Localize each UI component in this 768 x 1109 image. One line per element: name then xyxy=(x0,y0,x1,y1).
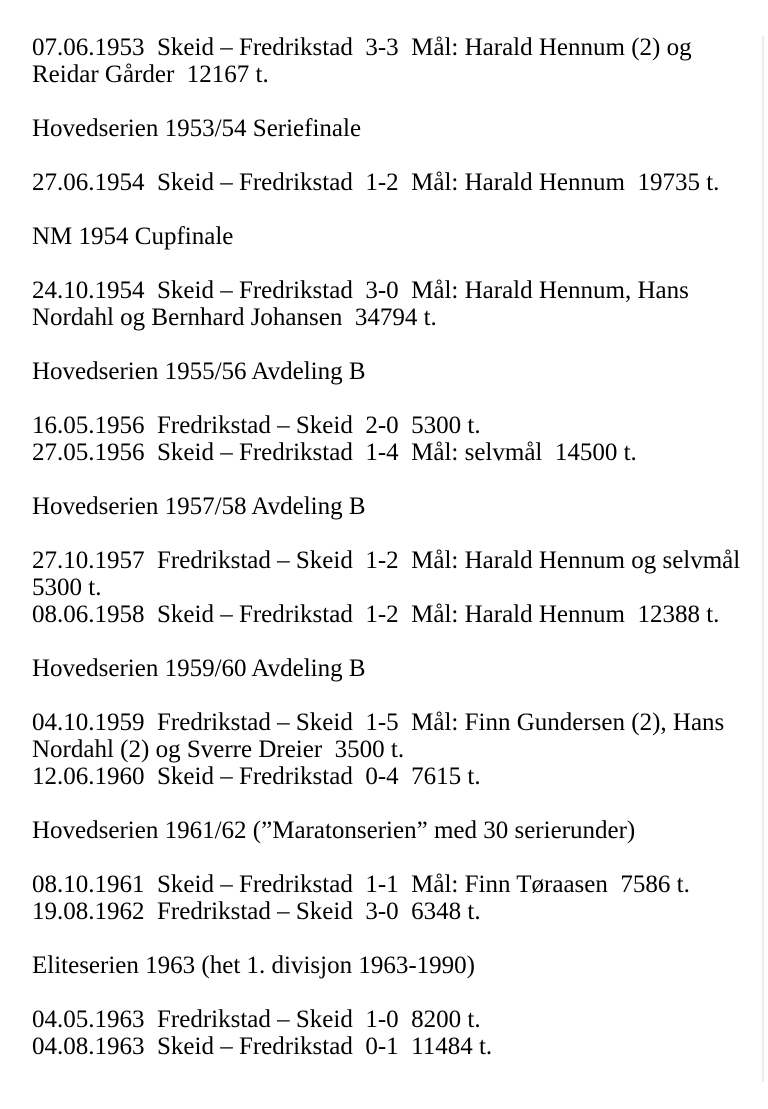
text-line: 24.10.1954 Skeid – Fredrikstad 3-0 Mål: Harald Hennum, Hans xyxy=(32,277,689,304)
text-line: NM 1954 Cupfinale xyxy=(32,223,234,250)
match-results-paragraph xyxy=(32,1006,742,1060)
text-line: Hovedserien 1961/62 (”Maratonserien” med 30 serierunder) xyxy=(32,817,636,844)
text-line: Hovedserien 1955/56 Avdeling B xyxy=(32,358,366,385)
match-results-paragraph xyxy=(32,871,742,925)
match-results-paragraph xyxy=(32,412,742,466)
text-line: 27.05.1956 Skeid – Fredrikstad 1-4 Mål: selvmål 14500 t. xyxy=(32,439,637,466)
text-line: Hovedserien 1957/58 Avdeling B xyxy=(32,493,366,520)
season-heading-paragraph xyxy=(32,358,742,385)
text-line: 04.10.1959 Fredrikstad – Skeid 1-5 Mål: Finn Gundersen (2), Hans xyxy=(32,709,725,736)
season-heading-paragraph xyxy=(32,655,742,682)
text-line: 08.10.1961 Skeid – Fredrikstad 1-1 Mål: Finn Tøraasen 7586 t. xyxy=(32,871,690,898)
season-heading-paragraph xyxy=(32,223,742,250)
season-heading-paragraph xyxy=(32,952,742,979)
document-body xyxy=(32,34,742,1087)
text-line: 19.08.1962 Fredrikstad – Skeid 3-0 6348 t. xyxy=(32,898,481,925)
match-results-paragraph xyxy=(32,277,742,331)
page-right-edge-line xyxy=(762,36,764,1082)
text-line: 08.06.1958 Skeid – Fredrikstad 1-2 Mål: Harald Hennum 12388 t. xyxy=(32,601,720,628)
season-heading-paragraph xyxy=(32,115,742,142)
text-line: 5300 t. xyxy=(32,574,102,601)
text-line: 27.10.1957 Fredrikstad – Skeid 1-2 Mål: Harald Hennum og selvmål xyxy=(32,547,741,574)
text-line: Nordahl og Bernhard Johansen 34794 t. xyxy=(32,304,437,331)
text-line: Hovedserien 1953/54 Seriefinale xyxy=(32,115,362,142)
text-line: 04.05.1963 Fredrikstad – Skeid 1-0 8200 t. xyxy=(32,1006,481,1033)
text-line: 27.06.1954 Skeid – Fredrikstad 1-2 Mål: Harald Hennum 19735 t. xyxy=(32,169,720,196)
season-heading-paragraph xyxy=(32,493,742,520)
season-heading-paragraph xyxy=(32,817,742,844)
text-line: Nordahl (2) og Sverre Dreier 3500 t. xyxy=(32,736,405,763)
text-line: 07.06.1953 Skeid – Fredrikstad 3-3 Mål: Harald Hennum (2) og xyxy=(32,34,692,61)
text-line: 16.05.1956 Fredrikstad – Skeid 2-0 5300 t. xyxy=(32,412,481,439)
text-line: 04.08.1963 Skeid – Fredrikstad 0-1 11484 t. xyxy=(32,1033,493,1060)
match-results-paragraph xyxy=(32,547,742,628)
text-line: Reidar Gårder 12167 t. xyxy=(32,61,269,88)
text-line: Hovedserien 1959/60 Avdeling B xyxy=(32,655,366,682)
text-line: Eliteserien 1963 (het 1. divisjon 1963-1990) xyxy=(32,952,475,979)
match-results-paragraph xyxy=(32,169,742,196)
text-line: 12.06.1960 Skeid – Fredrikstad 0-4 7615 t. xyxy=(32,763,481,790)
match-results-paragraph xyxy=(32,709,742,790)
match-results-paragraph xyxy=(32,34,742,88)
